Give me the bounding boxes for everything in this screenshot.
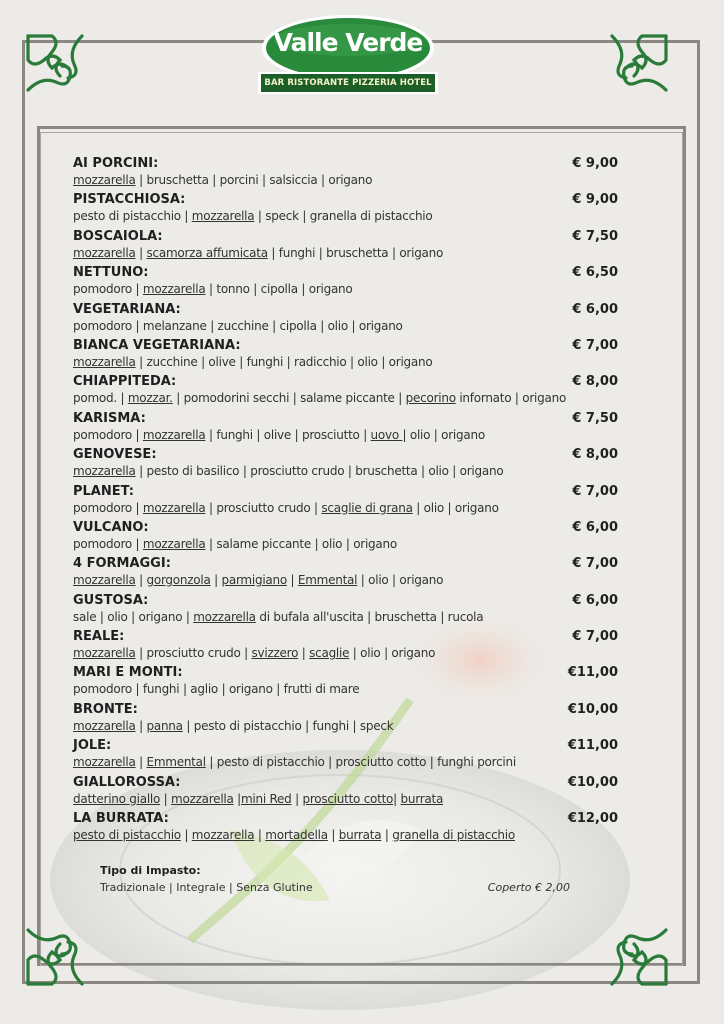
ingredient-highlight: mozzarella bbox=[73, 354, 136, 369]
ingredient-highlight: granella di pistacchio bbox=[392, 828, 515, 843]
menu-item bbox=[73, 338, 618, 374]
menu-item-ingredients bbox=[73, 646, 435, 660]
ingredient-text: | bbox=[393, 791, 401, 806]
ingredient-highlight: parmigiano bbox=[221, 573, 287, 588]
menu-item-ingredients bbox=[73, 682, 359, 696]
ingredient-text: | prosciutto crudo | bbox=[135, 646, 252, 661]
ingredient-highlight: mozzarella bbox=[142, 427, 206, 442]
ingredient-highlight: mozzarella bbox=[142, 536, 206, 551]
ingredient-text: | bbox=[298, 646, 310, 661]
ingredient-text: | speck | granella di pistacchio bbox=[254, 209, 433, 224]
ingredient-highlight: mozzarella bbox=[191, 828, 255, 843]
menu-item bbox=[73, 520, 618, 556]
menu-item-ingredients bbox=[73, 464, 503, 478]
menu-footer bbox=[100, 864, 570, 904]
ingredient-highlight: mozzarella bbox=[142, 282, 206, 297]
ingredient-text: | bbox=[135, 573, 147, 588]
menu-item-title: PISTACCHIOSA: bbox=[73, 192, 186, 208]
ingredient-text: | pesto di pistacchio | prosciutto cotto | funghi porcini bbox=[205, 755, 516, 770]
ingredient-highlight: Emmental bbox=[146, 755, 206, 770]
menu-item bbox=[73, 556, 618, 592]
ingredient-text: di bufala all'uscita | bruschetta | rucola bbox=[255, 609, 484, 624]
ingredient-highlight: mozzarella bbox=[171, 791, 234, 806]
ingredient-text: pomodoro | bbox=[73, 536, 143, 551]
menu-item-title: VEGETARIANA: bbox=[73, 301, 181, 317]
restaurant-logo bbox=[258, 12, 438, 98]
ingredient-text: | pomodorini secchi | salame piccante | bbox=[172, 391, 406, 406]
menu-item bbox=[73, 302, 618, 338]
menu-item-title: BIANCA VEGETARIANA: bbox=[73, 337, 241, 353]
ingredient-text: | bbox=[135, 245, 147, 260]
ingredient-text: infornato | origano bbox=[455, 391, 567, 406]
ingredient-text: | olio | origano bbox=[357, 573, 444, 588]
menu-item-title: LA BURRATA: bbox=[73, 811, 169, 827]
ingredient-highlight: mozzarella bbox=[73, 755, 136, 770]
ingredient-highlight: mozzarella bbox=[73, 573, 136, 588]
menu-item-price: € 7,00 bbox=[572, 556, 618, 572]
ingredient-highlight: mozzar. bbox=[127, 391, 173, 406]
ingredient-text: | bbox=[233, 791, 241, 806]
ingredient-text: | bbox=[135, 755, 147, 770]
ingredient-highlight: datterino giallo bbox=[73, 791, 161, 806]
menu-item-ingredients bbox=[73, 246, 443, 260]
menu-item-price: €12,00 bbox=[567, 811, 618, 827]
menu-item-price: € 8,00 bbox=[572, 447, 618, 463]
menu-item-title: NETTUNO: bbox=[73, 265, 149, 281]
ingredient-text: | bruschetta | porcini | salsiccia | origano bbox=[135, 173, 373, 187]
menu-item-ingredients bbox=[73, 428, 485, 442]
menu-item-price: € 9,00 bbox=[572, 156, 618, 171]
ingredient-highlight: burrata bbox=[338, 828, 382, 843]
menu-item bbox=[73, 374, 618, 410]
menu-item-ingredients bbox=[73, 828, 515, 842]
corner-ornament-icon bbox=[22, 30, 92, 100]
ingredient-highlight: scaglie di grana bbox=[321, 500, 413, 515]
menu-item-ingredients bbox=[73, 792, 443, 806]
menu-item-ingredients bbox=[73, 501, 499, 515]
ingredient-text: pesto di pistacchio | bbox=[73, 209, 192, 224]
ingredient-text: | bbox=[135, 718, 147, 733]
menu-item-price: € 9,00 bbox=[572, 192, 618, 208]
ingredient-highlight: mozzarella bbox=[191, 209, 255, 224]
menu-item-price: € 6,50 bbox=[572, 265, 618, 281]
logo-name: Valle Verde bbox=[273, 28, 423, 57]
menu-item-title: MARI E MONTI: bbox=[73, 665, 183, 681]
menu-item-title: GENOVESE: bbox=[73, 447, 157, 463]
pizza-menu-list bbox=[73, 156, 618, 847]
menu-item-price: € 7,50 bbox=[572, 410, 618, 426]
ingredient-text: pomodoro | bbox=[73, 282, 143, 297]
dough-type-options: Tradizionale | Integrale | Senza Glutine bbox=[100, 881, 313, 894]
ingredient-highlight: mozzarella bbox=[73, 646, 136, 661]
menu-item-title: GIALLOROSSA: bbox=[73, 774, 181, 790]
ingredient-highlight: Emmental bbox=[297, 573, 358, 588]
menu-item-title: PLANET: bbox=[73, 483, 134, 499]
ingredient-text: pomod. | bbox=[73, 391, 128, 406]
menu-item-title: CHIAPPITEDA: bbox=[73, 374, 177, 390]
ingredient-text: | salame piccante | olio | origano bbox=[205, 536, 397, 551]
corner-ornament-icon bbox=[602, 30, 672, 100]
menu-item bbox=[73, 775, 618, 811]
menu-item-price: € 7,00 bbox=[572, 483, 618, 499]
ingredient-text: | funghi | olive | prosciutto | bbox=[205, 427, 371, 442]
ingredient-text: pomodoro | bbox=[73, 500, 143, 515]
menu-item bbox=[73, 484, 618, 520]
logo-subtitle: BAR RISTORANTE PIZZERIA HOTEL bbox=[264, 78, 432, 88]
menu-item bbox=[73, 738, 618, 774]
menu-item-ingredients bbox=[73, 719, 393, 733]
ingredient-highlight: burrata bbox=[400, 791, 444, 806]
ingredient-highlight: mozzarella bbox=[142, 500, 206, 515]
menu-item-title: KARISMA: bbox=[73, 410, 146, 426]
ingredient-highlight: scamorza affumicata bbox=[146, 245, 268, 260]
menu-item-ingredients bbox=[73, 173, 372, 187]
menu-item bbox=[73, 229, 618, 265]
ingredient-highlight: mozzarella bbox=[73, 173, 136, 187]
ingredient-text: | olio | origano bbox=[402, 427, 485, 442]
menu-item-title: 4 FORMAGGI: bbox=[73, 556, 171, 572]
ingredient-highlight: prosciutto cotto bbox=[302, 791, 394, 806]
ingredient-highlight: svizzero bbox=[251, 646, 299, 661]
menu-item-title: JOLE: bbox=[73, 738, 112, 754]
ingredient-highlight: mozzarella bbox=[73, 464, 136, 479]
ingredient-text: | funghi | bruschetta | origano bbox=[267, 245, 444, 260]
menu-item bbox=[73, 665, 618, 701]
corner-ornament-icon bbox=[22, 920, 92, 990]
menu-item-price: € 6,00 bbox=[572, 592, 618, 608]
menu-item bbox=[73, 811, 618, 847]
menu-item bbox=[73, 447, 618, 483]
ingredient-highlight: scaglie bbox=[309, 646, 350, 661]
ingredient-text: | tonno | cipolla | origano bbox=[205, 282, 353, 297]
menu-item-price: € 7,50 bbox=[572, 228, 618, 244]
menu-item-title: REALE: bbox=[73, 629, 125, 645]
ingredient-highlight: panna bbox=[146, 718, 183, 733]
ingredient-text: pomodoro | melanzane | zucchine | cipolla | olio | origano bbox=[73, 318, 403, 333]
menu-item bbox=[73, 156, 618, 192]
menu-item-price: € 7,00 bbox=[572, 337, 618, 353]
menu-item-ingredients bbox=[73, 282, 353, 296]
ingredient-text: | bbox=[160, 791, 172, 806]
ingredient-text: | bbox=[327, 828, 339, 843]
ingredient-text: pomodoro | funghi | aglio | origano | frutti di mare bbox=[73, 682, 360, 697]
ingredient-highlight: mortadella bbox=[265, 828, 328, 843]
ingredient-text: | bbox=[381, 828, 393, 843]
menu-item-title: GUSTOSA: bbox=[73, 592, 149, 608]
ingredient-highlight: mozzarella bbox=[193, 609, 256, 624]
ingredient-text: | bbox=[286, 573, 298, 588]
menu-item-ingredients bbox=[73, 755, 516, 769]
menu-item bbox=[73, 702, 618, 738]
menu-item bbox=[73, 265, 618, 301]
menu-item-price: €10,00 bbox=[567, 701, 618, 717]
menu-item-price: €11,00 bbox=[567, 738, 618, 754]
menu-item-ingredients bbox=[73, 391, 566, 405]
ingredient-highlight: pesto di pistacchio bbox=[73, 828, 181, 843]
corner-ornament-icon bbox=[602, 920, 672, 990]
ingredient-text: | prosciutto crudo | bbox=[205, 500, 322, 515]
menu-item-price: € 6,00 bbox=[572, 519, 618, 535]
menu-item bbox=[73, 192, 618, 228]
ingredient-text: | olio | origano bbox=[349, 646, 436, 661]
ingredient-highlight: mozzarella bbox=[73, 718, 136, 733]
ingredient-text: | bbox=[210, 573, 222, 588]
ingredient-highlight: gorgonzola bbox=[146, 573, 211, 588]
menu-item-ingredients bbox=[73, 537, 397, 551]
dough-type-title: Tipo di Impasto: bbox=[100, 864, 201, 877]
menu-item bbox=[73, 593, 618, 629]
menu-item bbox=[73, 629, 618, 665]
menu-item-price: € 6,00 bbox=[572, 301, 618, 317]
ingredient-highlight: pecorino bbox=[405, 391, 456, 406]
menu-item-ingredients bbox=[73, 319, 403, 333]
menu-item-title: BRONTE: bbox=[73, 701, 138, 717]
ingredient-highlight: mini Red bbox=[240, 791, 292, 806]
menu-item-title: BOSCAIOLA: bbox=[73, 228, 163, 244]
menu-item-ingredients bbox=[73, 209, 432, 223]
ingredient-text: | bbox=[254, 828, 266, 843]
ingredient-text: | bbox=[291, 791, 303, 806]
menu-item-title: VULCANO: bbox=[73, 519, 149, 535]
ingredient-text: | zucchine | olive | funghi | radicchio | olio | origano bbox=[135, 354, 433, 369]
menu-item-ingredients bbox=[73, 355, 432, 369]
menu-item bbox=[73, 411, 618, 447]
menu-item-ingredients bbox=[73, 573, 443, 587]
ingredient-highlight: uovo bbox=[370, 427, 403, 442]
menu-item-price: € 8,00 bbox=[572, 374, 618, 390]
menu-item-price: €11,00 bbox=[567, 665, 618, 681]
menu-item-title: AI PORCINI: bbox=[73, 156, 159, 171]
ingredient-text: | pesto di basilico | prosciutto crudo | bruschetta | olio | origano bbox=[135, 464, 504, 479]
ingredient-text: pomodoro | bbox=[73, 427, 143, 442]
ingredient-text: sale | olio | origano | bbox=[73, 609, 194, 624]
cover-charge: Coperto € 2,00 bbox=[487, 881, 570, 894]
menu-item-price: €10,00 bbox=[567, 774, 618, 790]
menu-item-ingredients bbox=[73, 610, 483, 624]
ingredient-text: | olio | origano bbox=[412, 500, 499, 515]
ingredient-text: | bbox=[180, 828, 192, 843]
menu-item-price: € 7,00 bbox=[572, 629, 618, 645]
ingredient-highlight: mozzarella bbox=[73, 245, 136, 260]
ingredient-text: | pesto di pistacchio | funghi | speck bbox=[182, 718, 394, 733]
